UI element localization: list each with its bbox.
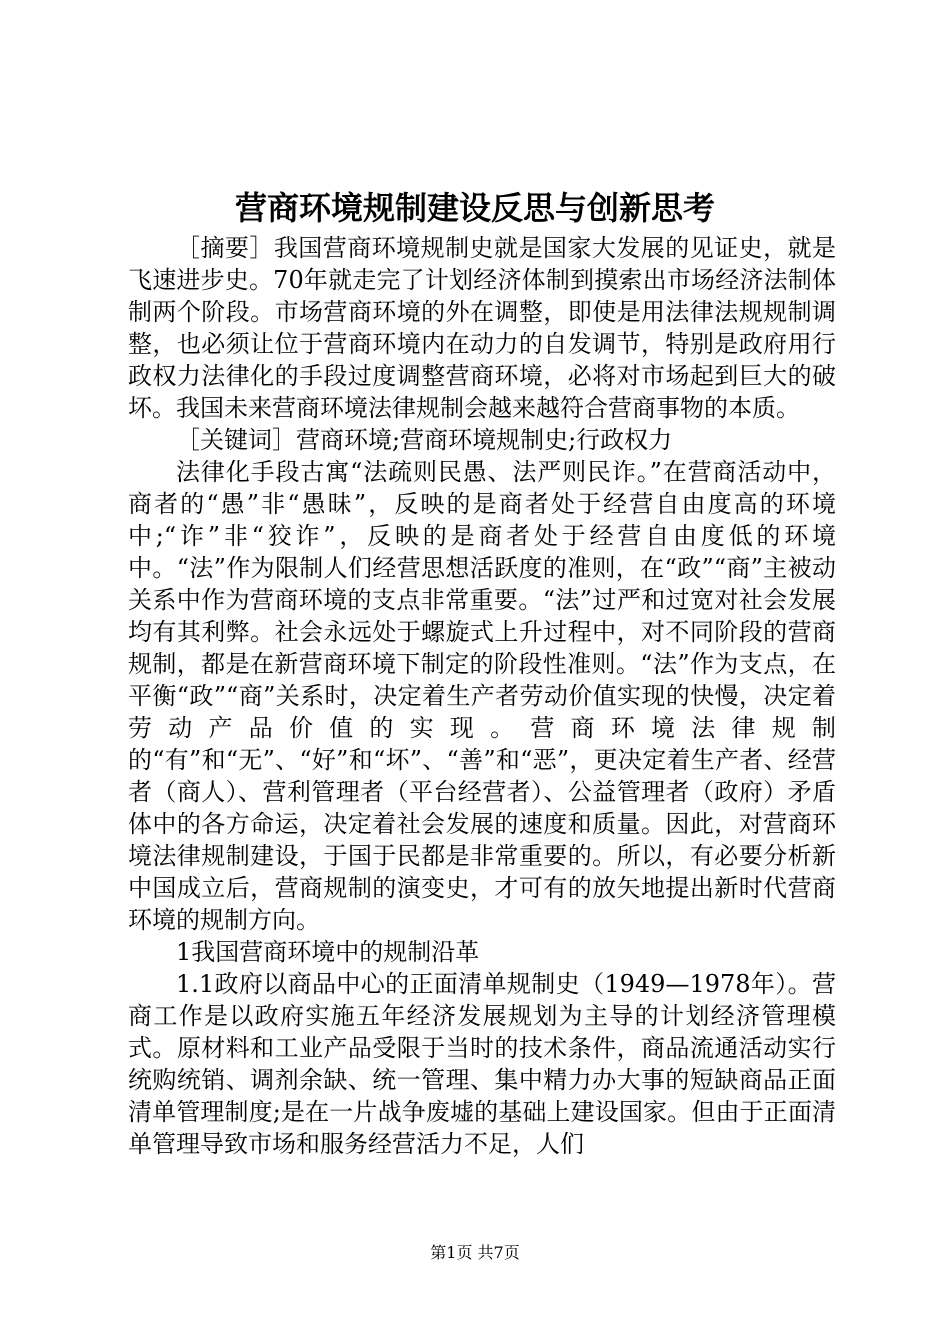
subsection-paragraph: 1.1政府以商品中心的正面清单规制史（1949—1978年）。营商工作是以政府实施五年经济发展规划为主导的计划经济管理模式。原材料和工业产品受限于当时的技术条件，商品流通活动实行统购统销、调剂余缺、统一管理、集中精力办大事的短缺商品正面清单管理制度;是在一片战争废墟的基础上建设国家。但由于正面清单管理导致市场和服务经营活力不足，人们 <box>128 970 836 1158</box>
keywords-paragraph: ［关键词］营商环境;营商环境规制史;行政权力 <box>176 426 673 454</box>
page-footer: 第1页 共7页 <box>430 1243 520 1262</box>
abstract-paragraph: ［摘要］我国营商环境规制史就是国家大发展的见证史，就是飞速进步史。70年就走完了计划经济体制到摸索出市场经济法制体制两个阶段。市场营商环境的外在调整，即使是用法律法规规制调整，也必须让位于营商环境内在动力的自发调节，特别是政府用行政权力法律化的手段过度调整营商环境，必将对市场起到巨大的破坏。我国未来营商环境法律规制会越来越符合营商事物的本质。 <box>128 234 836 422</box>
document-body <box>128 232 836 1160</box>
section-heading: 1我国营商环境中的规制沿革 <box>176 938 480 966</box>
document-title: 营商环境规制建设反思与创新思考 <box>234 189 715 227</box>
body-paragraph: 法律化手段古寓“法疏则民愚、法严则民诈。”在营商活动中，商者的“愚”非“愚昧”，反映的是商者处于经营自由度高的环境中;“诈”非“狡诈”，反映的是商者处于经营自由度低的环境中。“法”作为限制人们经营思想活跃度的准则，在“政”“商”主被动关系中作为营商环境的支点非常重要。“法”过严和过宽对社会发展均有其利弊。社会永远处于螺旋式上升过程中，对不同阶段的营商规制，都是在新营商环境下制定的阶段性准则。“法”作为支点，在平衡“政”“商”关系时，决定着生产者劳动价值实现的快慢，决定着劳动产品价值的实现。营商环境法律规制的“有”和“无”、“好”和“坏”、“善”和“恶”，更决定着生产者、经营者（商人）、营利管理者（平台经营者）、公益管理者（政府）矛盾体中的各方命运，决定着社会发展的速度和质量。因此，对营商环境法律规制建设，于国于民都是非常重要的。所以，有必要分析新中国成立后，营商规制的演变史，才可有的放矢地提出新时代营商环境的规制方向。 <box>128 458 836 934</box>
